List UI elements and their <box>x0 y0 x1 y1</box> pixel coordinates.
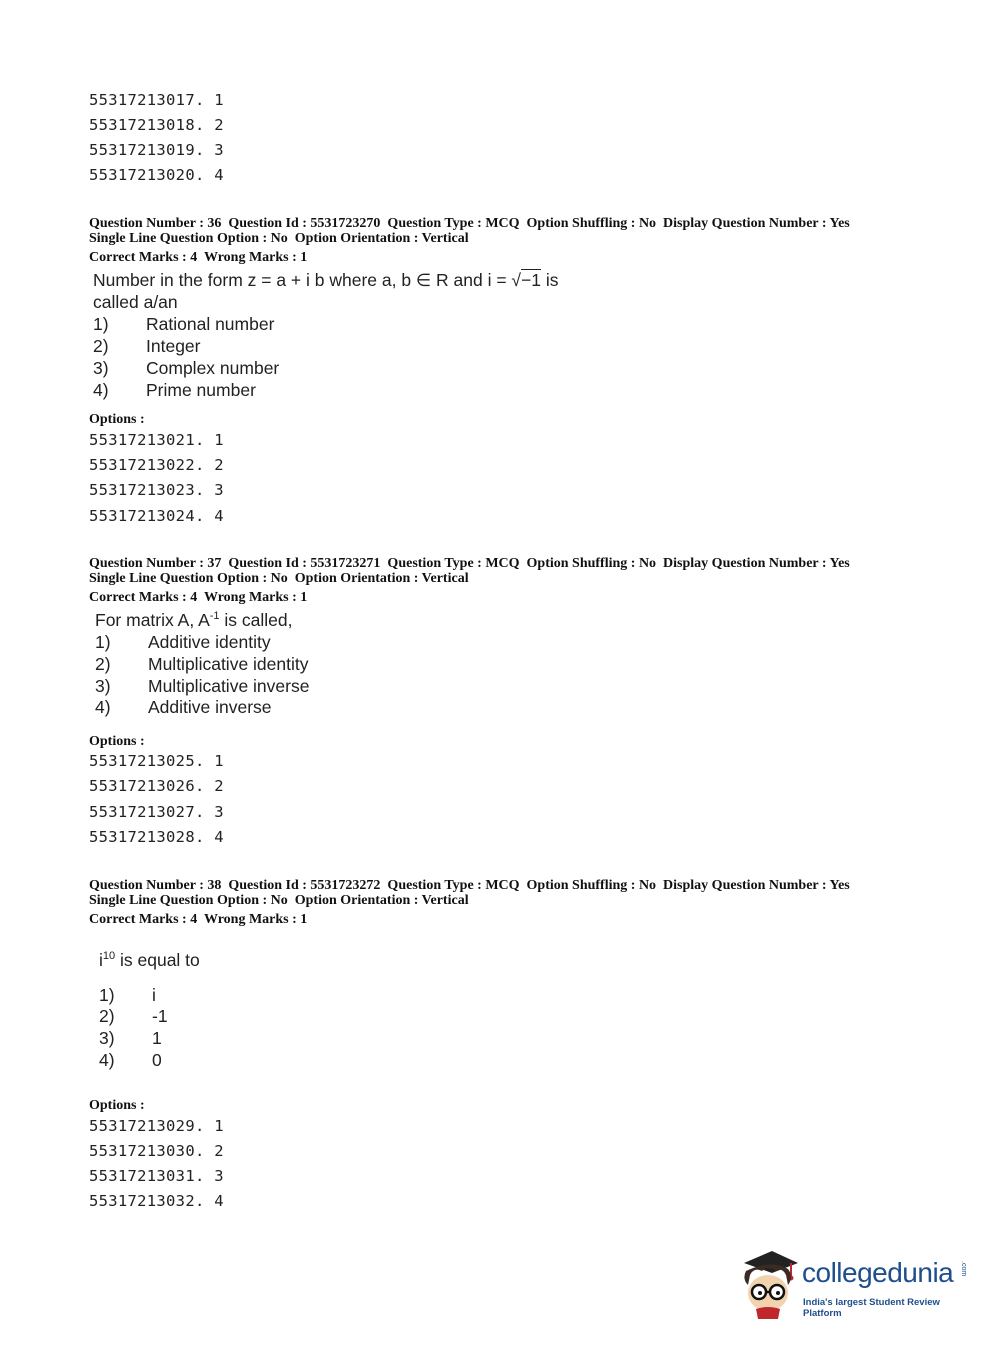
option-line: 55317213028. 4 <box>89 828 224 846</box>
option-line: 55317213030. 2 <box>89 1142 224 1160</box>
choice: 3) Complex number <box>93 358 280 378</box>
question-stem: Number in the form z = a + i b where a, b ∈ R and i = √−1 is <box>93 270 559 290</box>
collegedunia-logo <box>738 1245 978 1325</box>
option-line: 55317213023. 3 <box>89 481 224 499</box>
logo-wordmark: collegedunia <box>802 1257 954 1288</box>
option-line: 55317213022. 2 <box>89 456 224 474</box>
question-meta-2: Single Line Question Option : No Option Orientation : Vertical <box>89 231 469 246</box>
question-meta: Question Number : 36 Question Id : 5531723270 Question Type : MCQ Option Shuffling : No Display Question Number : Yes <box>89 216 850 231</box>
option-line: 55317213029. 1 <box>89 1117 224 1135</box>
choice: 4) Additive inverse <box>95 697 272 717</box>
option-line: 55317213021. 1 <box>89 431 224 449</box>
choice: 2) Multiplicative identity <box>95 654 309 674</box>
question-stem: $i^{10}$ is equal to <box>99 950 200 970</box>
question-meta-2: Single Line Question Option : No Option Orientation : Vertical <box>89 571 469 586</box>
option-line: 55317213026. 2 <box>89 777 224 795</box>
choice: 4) 0 <box>99 1050 162 1070</box>
option-line: 55317213018. 2 <box>89 116 224 134</box>
mascot-icon <box>738 1249 802 1321</box>
question-marks: Correct Marks : 4 Wrong Marks : 1 <box>89 912 308 927</box>
choice: 2) -1 <box>99 1006 168 1026</box>
question-marks: Correct Marks : 4 Wrong Marks : 1 <box>89 590 308 605</box>
option-line: 55317213025. 1 <box>89 752 224 770</box>
question-meta-2: Single Line Question Option : No Option Orientation : Vertical <box>89 893 469 908</box>
choice: 3) Multiplicative inverse <box>95 676 310 696</box>
options-label: Options : <box>89 412 145 427</box>
question-meta: Question Number : 38 Question Id : 5531723272 Question Type : MCQ Option Shuffling : No Display Question Number : Yes <box>89 878 850 893</box>
option-line: 55317213024. 4 <box>89 507 224 525</box>
choice: 3) 1 <box>99 1028 162 1048</box>
option-line: 55317213019. 3 <box>89 141 224 159</box>
options-label: Options : <box>89 734 145 749</box>
options-label: Options : <box>89 1098 145 1113</box>
option-line: 55317213020. 4 <box>89 166 224 184</box>
option-line: 55317213031. 3 <box>89 1167 224 1185</box>
question-marks: Correct Marks : 4 Wrong Marks : 1 <box>89 250 308 265</box>
logo-tagline: India's largest Student Review Platform <box>803 1297 940 1319</box>
choice: 2) Integer <box>93 336 201 356</box>
option-line: 55317213032. 4 <box>89 1192 224 1210</box>
question-meta: Question Number : 37 Question Id : 5531723271 Question Type : MCQ Option Shuffling : No Display Question Number : Yes <box>89 556 850 571</box>
choice: 1) i <box>99 985 156 1005</box>
question-stem-2: called a/an <box>93 292 178 312</box>
question-stem: For matrix A, $A^{-1}$ is called, <box>95 610 293 630</box>
logo-com: .com <box>960 1261 967 1277</box>
option-line: 55317213017. 1 <box>89 91 224 109</box>
choice: 1) Additive identity <box>95 632 271 652</box>
choice: 1) Rational number <box>93 314 275 334</box>
option-line: 55317213027. 3 <box>89 803 224 821</box>
choice: 4) Prime number <box>93 380 256 400</box>
